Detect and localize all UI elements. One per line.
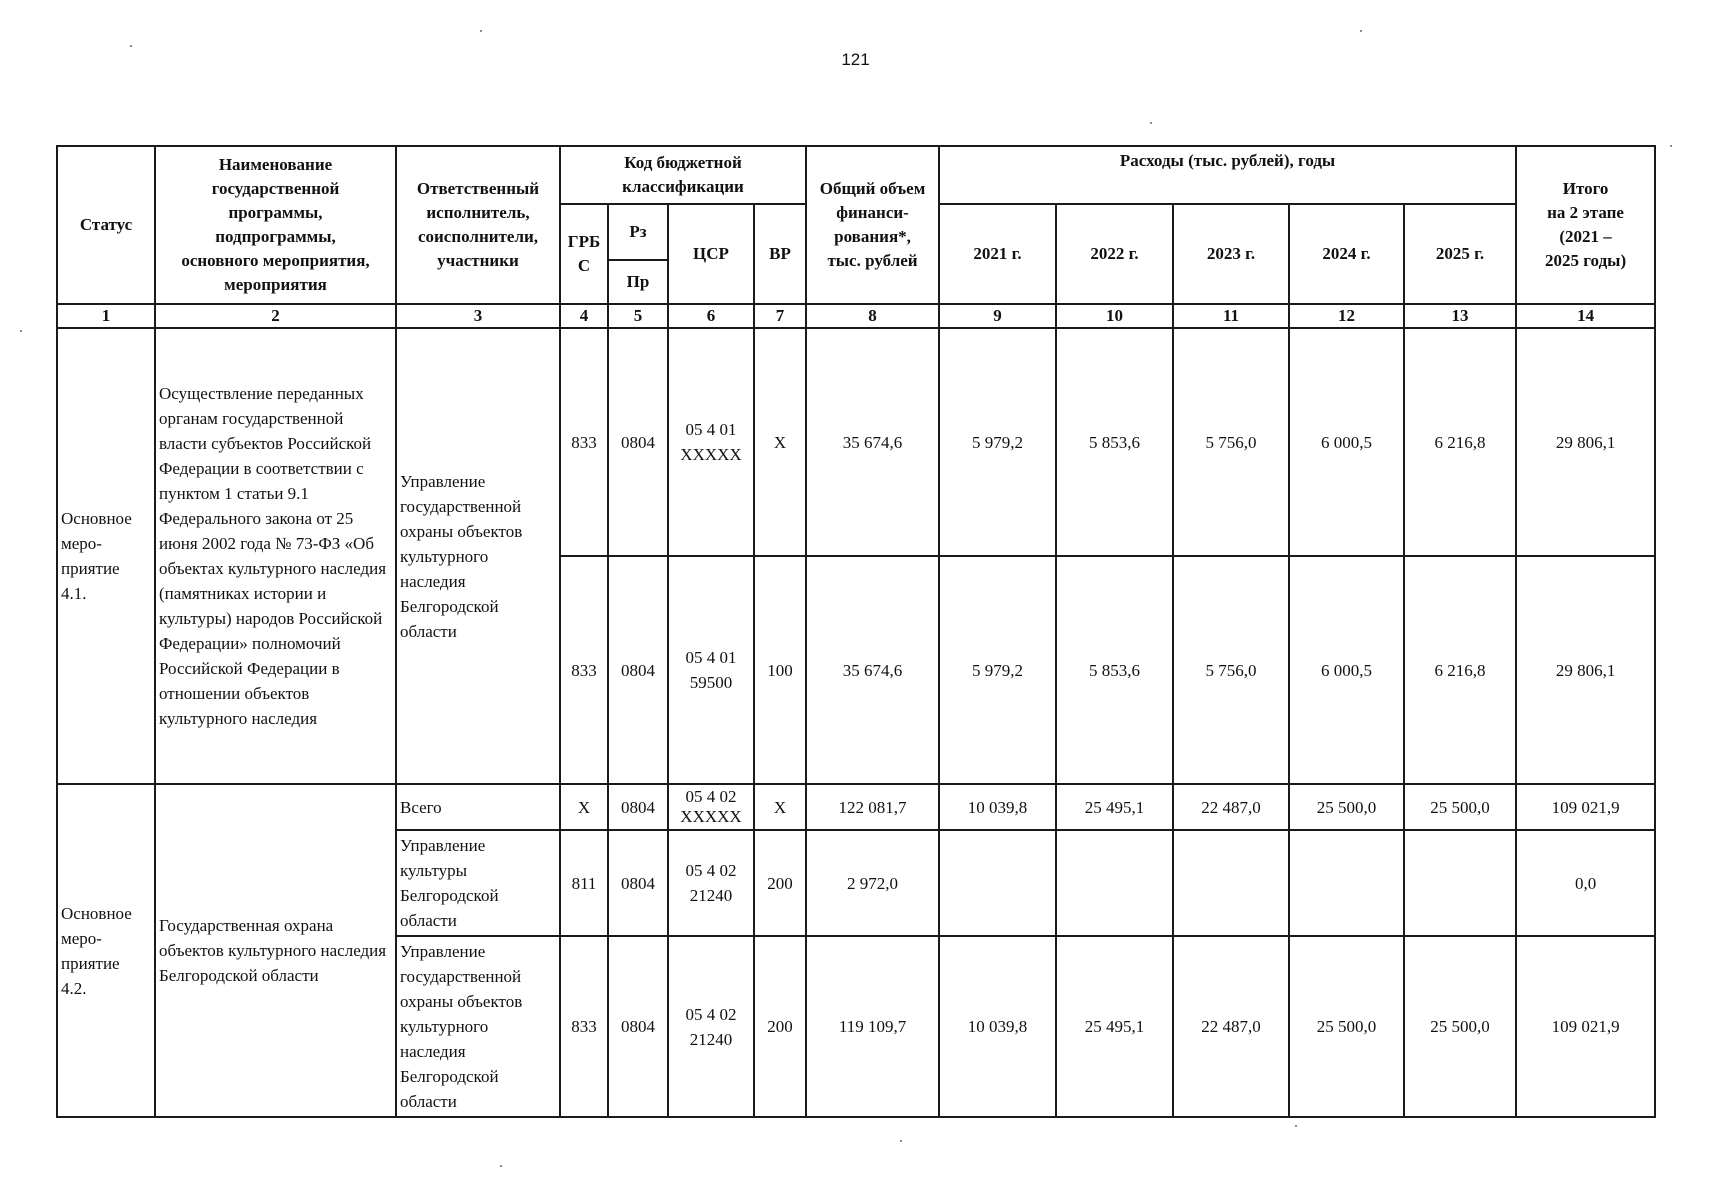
header-responsible: Ответственный исполнитель, соисполнители, участники <box>396 146 560 304</box>
header-csr: ЦСР <box>668 204 754 304</box>
year-2022-cell: 25 495,1 <box>1056 784 1173 830</box>
vr-cell: 100 <box>754 556 806 784</box>
csr-cell: 05 4 02 21240 <box>668 936 754 1117</box>
budget-table <box>56 145 1656 1118</box>
stage-total-cell: 29 806,1 <box>1516 328 1655 556</box>
stage-total-cell: 109 021,9 <box>1516 784 1655 830</box>
header-year-2024: 2024 г. <box>1289 204 1404 304</box>
scan-speck <box>1360 30 1362 32</box>
csr-cell: 05 4 02 21240 <box>668 830 754 936</box>
column-number: 4 <box>560 304 608 328</box>
scan-speck <box>900 1140 902 1142</box>
grbs-cell: 833 <box>560 556 608 784</box>
year-2022-cell: 5 853,6 <box>1056 556 1173 784</box>
header-status: Статус <box>57 146 155 304</box>
year-2024-cell: 6 000,5 <box>1289 328 1404 556</box>
year-2024-cell: 25 500,0 <box>1289 936 1404 1117</box>
responsible-cell: Управление государственной охраны объектов культурного наследия Белгородской области <box>396 936 560 1117</box>
year-2021-cell <box>939 830 1056 936</box>
responsible-cell: Всего <box>396 784 560 830</box>
page-number: 121 <box>841 50 870 69</box>
csr-cell: 05 4 01 59500 <box>668 556 754 784</box>
total-cell: 2 972,0 <box>806 830 939 936</box>
header-stage-total: Итого на 2 этапе (2021 – 2025 годы) <box>1516 146 1655 304</box>
year-2023-cell: 22 487,0 <box>1173 936 1289 1117</box>
year-2022-cell: 5 853,6 <box>1056 328 1173 556</box>
grbs-cell: 811 <box>560 830 608 936</box>
scan-speck <box>1295 1125 1297 1127</box>
scan-speck <box>480 30 482 32</box>
header-vr: ВР <box>754 204 806 304</box>
column-number-row <box>57 304 1655 328</box>
year-2024-cell <box>1289 830 1404 936</box>
column-number: 9 <box>939 304 1056 328</box>
vr-cell: 200 <box>754 936 806 1117</box>
column-number: 8 <box>806 304 939 328</box>
scan-speck <box>130 45 132 47</box>
responsible-cell: Управление культуры Белгородской области <box>396 830 560 936</box>
header-budget-code: Код бюджетной классификации <box>560 146 806 204</box>
year-2021-cell: 5 979,2 <box>939 328 1056 556</box>
total-cell: 119 109,7 <box>806 936 939 1117</box>
column-number: 7 <box>754 304 806 328</box>
responsible-cell: Управление государственной охраны объектов культурного наследия Белгородской области <box>396 328 560 784</box>
grbs-cell: 833 <box>560 936 608 1117</box>
stage-total-cell: 109 021,9 <box>1516 936 1655 1117</box>
column-number: 14 <box>1516 304 1655 328</box>
year-2025-cell: 6 216,8 <box>1404 328 1516 556</box>
header-pr: Пр <box>608 260 668 304</box>
total-cell: 35 674,6 <box>806 556 939 784</box>
year-2022-cell: 25 495,1 <box>1056 936 1173 1117</box>
header-year-2023: 2023 г. <box>1173 204 1289 304</box>
header-year-2022: 2022 г. <box>1056 204 1173 304</box>
scan-speck <box>1150 122 1152 124</box>
year-2023-cell <box>1173 830 1289 936</box>
csr-cell: 05 4 02 XXXXX <box>668 784 754 830</box>
header-total-volume: Общий объем финанси- рования*, тыс. рублей <box>806 146 939 304</box>
total-cell: 35 674,6 <box>806 328 939 556</box>
grbs-cell: 833 <box>560 328 608 556</box>
status-cell: Основное меро- приятие 4.2. <box>57 784 155 1117</box>
vr-cell: 200 <box>754 830 806 936</box>
header-expenses: Расходы (тыс. рублей), годы <box>939 146 1516 204</box>
status-cell: Основное меро- приятие 4.1. <box>57 328 155 784</box>
header-grbs: ГРБ С <box>560 204 608 304</box>
year-2022-cell <box>1056 830 1173 936</box>
grbs-cell: X <box>560 784 608 830</box>
year-2023-cell: 5 756,0 <box>1173 556 1289 784</box>
scan-speck <box>1670 145 1672 147</box>
scan-speck <box>500 1165 502 1167</box>
measure-name-cell: Государственная охрана объектов культурного наследия Белгородской области <box>155 784 396 1117</box>
header-rz: Рз <box>608 204 668 260</box>
stage-total-cell: 0,0 <box>1516 830 1655 936</box>
column-number: 10 <box>1056 304 1173 328</box>
column-number: 1 <box>57 304 155 328</box>
vr-cell: X <box>754 784 806 830</box>
year-2025-cell: 25 500,0 <box>1404 936 1516 1117</box>
stage-total-cell: 29 806,1 <box>1516 556 1655 784</box>
year-2021-cell: 10 039,8 <box>939 936 1056 1117</box>
total-cell: 122 081,7 <box>806 784 939 830</box>
rzpr-cell: 0804 <box>608 328 668 556</box>
year-2024-cell: 25 500,0 <box>1289 784 1404 830</box>
table-row <box>57 784 1655 830</box>
year-2021-cell: 10 039,8 <box>939 784 1056 830</box>
vr-cell: X <box>754 328 806 556</box>
column-number: 11 <box>1173 304 1289 328</box>
column-number: 12 <box>1289 304 1404 328</box>
column-number: 3 <box>396 304 560 328</box>
year-2023-cell: 22 487,0 <box>1173 784 1289 830</box>
year-2024-cell: 6 000,5 <box>1289 556 1404 784</box>
rzpr-cell: 0804 <box>608 556 668 784</box>
year-2021-cell: 5 979,2 <box>939 556 1056 784</box>
column-number: 13 <box>1404 304 1516 328</box>
rzpr-cell: 0804 <box>608 784 668 830</box>
rzpr-cell: 0804 <box>608 936 668 1117</box>
column-number: 6 <box>668 304 754 328</box>
header-program-name: Наименование государственной программы, подпрограммы, основного мероприятия, мероприятия <box>155 146 396 304</box>
column-number: 5 <box>608 304 668 328</box>
table-row <box>57 328 1655 556</box>
rzpr-cell: 0804 <box>608 830 668 936</box>
year-2025-cell <box>1404 830 1516 936</box>
header-year-2021: 2021 г. <box>939 204 1056 304</box>
year-2025-cell: 6 216,8 <box>1404 556 1516 784</box>
year-2025-cell: 25 500,0 <box>1404 784 1516 830</box>
year-2023-cell: 5 756,0 <box>1173 328 1289 556</box>
measure-name-cell: Осуществление переданных органам государственной власти субъектов Российской Федерации в соответствии с пунктом 1 статьи 9.1 Федерального закона от 25 июня 2002 года № 73-ФЗ «Об объектах культурного наследия (памятниках истории и культуры) народов Российской Федерации» полномочий Российской Федерации в отношении объектов культурного наследия <box>155 328 396 784</box>
csr-cell: 05 4 01 XXXXX <box>668 328 754 556</box>
scan-speck <box>20 330 22 332</box>
column-number: 2 <box>155 304 396 328</box>
header-year-2025: 2025 г. <box>1404 204 1516 304</box>
